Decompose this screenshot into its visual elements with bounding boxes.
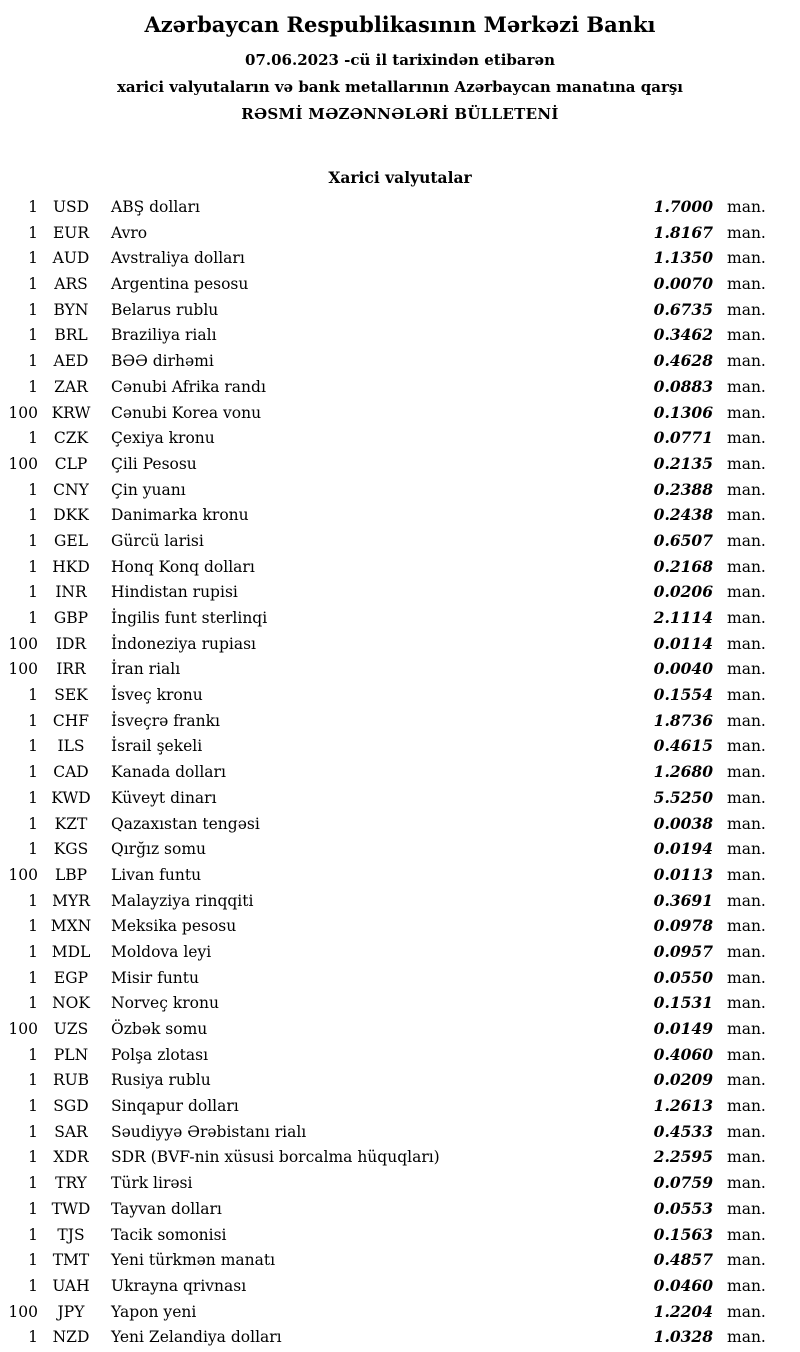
currency-quantity: 1 bbox=[28, 583, 38, 602]
currency-rate: 0.0040 bbox=[653, 659, 713, 679]
currency-quantity: 100 bbox=[8, 865, 38, 884]
currency-unit: man. bbox=[727, 1302, 766, 1321]
currency-quantity: 1 bbox=[28, 352, 38, 371]
currency-row bbox=[0, 631, 800, 657]
effective-date-line: 07.06.2023 -cü il tarixindən etibarən bbox=[245, 51, 555, 69]
currency-unit: man. bbox=[727, 223, 766, 242]
currency-quantity: 100 bbox=[8, 454, 38, 473]
currency-code: TRY bbox=[55, 1174, 87, 1193]
currency-code: CZK bbox=[53, 429, 89, 448]
currency-rate: 0.4533 bbox=[653, 1121, 713, 1141]
currency-name: Norveç kronu bbox=[111, 994, 219, 1013]
currency-code: BYN bbox=[53, 300, 89, 319]
currency-row bbox=[0, 785, 800, 811]
bank-title: Azərbaycan Respublikasının Mərkəzi Bankı bbox=[144, 12, 656, 37]
currency-quantity: 1 bbox=[28, 763, 38, 782]
currency-unit: man. bbox=[727, 1328, 766, 1347]
currency-quantity: 100 bbox=[8, 403, 38, 422]
currency-name: Kanada dolları bbox=[111, 763, 226, 782]
section-title-foreign-currencies: Xarici valyutalar bbox=[328, 168, 472, 187]
currency-rate: 0.3462 bbox=[653, 325, 713, 345]
currency-quantity: 1 bbox=[28, 1045, 38, 1064]
currency-code: TJS bbox=[57, 1225, 85, 1244]
currency-name: Malayziya rinqqiti bbox=[111, 891, 254, 910]
currency-name: Gürcü larisi bbox=[111, 531, 204, 550]
currency-row bbox=[0, 1299, 800, 1325]
currency-row bbox=[0, 1016, 800, 1042]
currency-code: PLN bbox=[53, 1045, 89, 1064]
currency-rate: 0.6735 bbox=[653, 299, 713, 319]
currency-code: TMT bbox=[52, 1251, 90, 1270]
currency-code: AED bbox=[53, 352, 89, 371]
currency-code: UZS bbox=[53, 1020, 89, 1038]
currency-name: ABŞ dolları bbox=[111, 198, 200, 216]
currency-name: Misir funtu bbox=[111, 968, 199, 987]
currency-unit: man. bbox=[727, 1174, 766, 1193]
currency-row bbox=[0, 1119, 800, 1145]
currency-code: BRL bbox=[54, 326, 88, 345]
currency-quantity: 100 bbox=[8, 660, 38, 679]
currency-row bbox=[0, 554, 800, 580]
currency-name: SDR (BVF-nin xüsusi borcalma hüquqları) bbox=[111, 1148, 440, 1167]
currency-row bbox=[0, 605, 800, 631]
currency-rate: 0.2135 bbox=[653, 453, 713, 473]
currency-row bbox=[0, 1144, 800, 1170]
currency-unit: man. bbox=[727, 352, 766, 371]
currency-name: Danimarka kronu bbox=[111, 506, 249, 525]
currency-row bbox=[0, 245, 800, 271]
currency-rate: 2.1114 bbox=[653, 608, 713, 627]
currency-quantity: 1 bbox=[28, 1276, 38, 1295]
currency-name: İran rialı bbox=[111, 660, 181, 679]
currency-row bbox=[0, 682, 800, 708]
currency-quantity: 1 bbox=[28, 480, 38, 499]
currency-unit: man. bbox=[727, 1122, 766, 1141]
currency-row bbox=[0, 888, 800, 914]
currency-unit: man. bbox=[727, 840, 766, 859]
currency-row bbox=[0, 297, 800, 323]
currency-row bbox=[0, 271, 800, 297]
currency-row bbox=[0, 656, 800, 682]
currency-rate: 0.0206 bbox=[653, 582, 713, 602]
currency-row bbox=[0, 322, 800, 348]
currency-name: Moldova leyi bbox=[111, 942, 212, 961]
currency-code: KRW bbox=[51, 403, 91, 422]
currency-quantity: 1 bbox=[28, 1199, 38, 1218]
currency-name: İndoneziya rupiası bbox=[111, 634, 256, 653]
currency-row bbox=[0, 1170, 800, 1196]
currency-unit: man. bbox=[727, 275, 766, 294]
currency-unit: man. bbox=[727, 634, 766, 653]
currency-rate: 0.1531 bbox=[653, 993, 713, 1013]
currency-name: Çili Pesosu bbox=[111, 454, 197, 473]
currency-unit: man. bbox=[727, 711, 766, 730]
currency-rate: 0.0978 bbox=[653, 916, 713, 936]
currency-name: Çexiya kronu bbox=[111, 429, 215, 448]
currency-unit: man. bbox=[727, 1276, 766, 1295]
currency-rate: 0.2168 bbox=[653, 556, 713, 576]
currency-unit: man. bbox=[727, 917, 766, 936]
currency-code: DKK bbox=[53, 506, 89, 525]
currency-code: AUD bbox=[52, 249, 90, 268]
currency-rate: 0.0209 bbox=[653, 1070, 713, 1090]
currency-unit: man. bbox=[727, 865, 766, 884]
currency-row bbox=[0, 708, 800, 734]
currency-code: LBP bbox=[54, 865, 88, 884]
currency-quantity: 100 bbox=[8, 1020, 38, 1038]
currency-code: CNY bbox=[53, 480, 89, 499]
currency-name: Belarus rublu bbox=[111, 300, 219, 319]
currency-rate: 0.4857 bbox=[653, 1250, 713, 1270]
currency-rate: 0.6507 bbox=[653, 530, 713, 550]
currency-row bbox=[0, 1196, 800, 1222]
currency-rate: 2.2595 bbox=[653, 1147, 713, 1167]
currency-rate: 0.3691 bbox=[653, 890, 713, 910]
currency-unit: man. bbox=[727, 429, 766, 448]
currency-unit: man. bbox=[727, 583, 766, 602]
currency-quantity: 100 bbox=[8, 1302, 38, 1321]
currency-quantity: 1 bbox=[28, 1225, 38, 1244]
currency-quantity: 1 bbox=[28, 711, 38, 730]
currency-name: Argentina pesosu bbox=[111, 275, 249, 294]
currency-quantity: 1 bbox=[28, 249, 38, 268]
currency-row bbox=[0, 579, 800, 605]
currency-quantity: 1 bbox=[28, 506, 38, 525]
currency-unit: man. bbox=[727, 1148, 766, 1167]
currency-quantity: 1 bbox=[28, 1071, 38, 1090]
currency-rate: 0.0114 bbox=[653, 633, 713, 653]
currency-unit: man. bbox=[727, 249, 766, 268]
currency-name: Polşa zlotası bbox=[111, 1045, 209, 1064]
currency-row bbox=[0, 502, 800, 528]
currency-quantity: 1 bbox=[28, 377, 38, 396]
currency-name: Livan funtu bbox=[111, 865, 202, 884]
currency-name: Cənubi Korea vonu bbox=[111, 403, 262, 422]
currency-rate: 5.5250 bbox=[653, 787, 713, 807]
currency-rate: 0.0883 bbox=[653, 376, 713, 396]
currency-rate: 1.2204 bbox=[653, 1301, 713, 1321]
currency-name: Küveyt dinarı bbox=[111, 788, 217, 807]
currency-row bbox=[0, 733, 800, 759]
currency-quantity: 1 bbox=[28, 326, 38, 345]
currency-rate: 0.0070 bbox=[653, 274, 713, 294]
currency-name: İsveç kronu bbox=[111, 686, 203, 705]
currency-name: Yapon yeni bbox=[111, 1302, 197, 1321]
currency-rate: 0.4615 bbox=[653, 736, 713, 756]
currency-row bbox=[0, 374, 800, 400]
currency-unit: man. bbox=[727, 660, 766, 679]
currency-row bbox=[0, 1247, 800, 1273]
currency-rate: 1.8167 bbox=[653, 222, 713, 242]
currency-unit: man. bbox=[727, 1045, 766, 1064]
currency-quantity: 1 bbox=[28, 1148, 38, 1167]
currency-quantity: 1 bbox=[28, 1174, 38, 1193]
currency-code: CAD bbox=[53, 763, 89, 782]
currency-unit: man. bbox=[727, 814, 766, 833]
bulletin-subtitle: xarici valyutaların və bank metallarının Azərbaycan manatına qarşı bbox=[116, 78, 684, 96]
currency-unit: man. bbox=[727, 326, 766, 345]
currency-name: Qazaxıstan tengəsi bbox=[111, 814, 260, 833]
currency-code: INR bbox=[55, 583, 87, 602]
currency-quantity: 1 bbox=[28, 788, 38, 807]
currency-row bbox=[0, 990, 800, 1016]
currency-rate: 0.0759 bbox=[653, 1173, 713, 1193]
currency-name: Özbək somu bbox=[111, 1020, 208, 1038]
currency-code: TWD bbox=[51, 1199, 91, 1218]
currency-unit: man. bbox=[727, 377, 766, 396]
currency-quantity: 1 bbox=[28, 531, 38, 550]
currency-rate: 1.8736 bbox=[653, 710, 713, 730]
currency-unit: man. bbox=[727, 403, 766, 422]
currency-rate: 0.0149 bbox=[653, 1019, 713, 1038]
currency-unit: man. bbox=[727, 300, 766, 319]
currency-rate: 0.0550 bbox=[653, 967, 713, 987]
currency-quantity: 1 bbox=[28, 223, 38, 242]
currency-unit: man. bbox=[727, 480, 766, 499]
currency-rate: 1.2680 bbox=[653, 762, 713, 782]
currency-name: Rusiya rublu bbox=[111, 1071, 211, 1090]
currency-row bbox=[0, 862, 800, 888]
currency-code: ARS bbox=[54, 275, 88, 294]
currency-name: Honq Konq dolları bbox=[111, 557, 255, 576]
currency-unit: man. bbox=[727, 1097, 766, 1116]
currency-unit: man. bbox=[727, 891, 766, 910]
currency-code: SAR bbox=[54, 1122, 88, 1141]
currency-quantity: 1 bbox=[28, 1122, 38, 1141]
currency-quantity: 1 bbox=[28, 968, 38, 987]
currency-code: SGD bbox=[53, 1097, 89, 1116]
currency-rate: 0.0553 bbox=[653, 1198, 713, 1218]
currency-rate: 0.1554 bbox=[653, 685, 713, 705]
currency-quantity: 1 bbox=[28, 198, 38, 216]
currency-quantity: 1 bbox=[28, 840, 38, 859]
currency-row bbox=[0, 451, 800, 477]
currency-row bbox=[0, 348, 800, 374]
currency-row bbox=[0, 1273, 800, 1299]
currency-unit: man. bbox=[727, 737, 766, 756]
currency-code: EGP bbox=[53, 968, 89, 987]
currency-unit: man. bbox=[727, 686, 766, 705]
currency-name: Braziliya rialı bbox=[111, 326, 217, 345]
currency-quantity: 1 bbox=[28, 686, 38, 705]
currency-code: USD bbox=[52, 198, 90, 216]
currency-row bbox=[0, 425, 800, 451]
currency-rate: 1.0328 bbox=[653, 1327, 713, 1347]
currency-row bbox=[0, 811, 800, 837]
currency-name: Çin yuanı bbox=[111, 480, 186, 499]
currency-rate: 1.1350 bbox=[653, 248, 713, 268]
bulletin-title: RƏSMİ MƏZƏNNƏLƏRİ BÜLLETENİ bbox=[241, 105, 559, 123]
currency-code: NOK bbox=[52, 994, 90, 1013]
currency-rate: 1.2613 bbox=[653, 1096, 713, 1116]
currency-code: HKD bbox=[52, 557, 90, 576]
currency-rate: 0.0771 bbox=[653, 428, 713, 448]
currency-name: Sinqapur dolları bbox=[111, 1097, 239, 1116]
currency-rate: 1.7000 bbox=[653, 197, 713, 216]
currency-rate: 0.2388 bbox=[653, 479, 713, 499]
currency-name: Qırğız somu bbox=[111, 840, 207, 859]
currency-quantity: 1 bbox=[28, 1251, 38, 1270]
currency-quantity: 1 bbox=[28, 942, 38, 961]
currency-unit: man. bbox=[727, 454, 766, 473]
currency-row bbox=[0, 939, 800, 965]
currency-unit: man. bbox=[727, 531, 766, 550]
currency-row bbox=[0, 913, 800, 939]
currency-row bbox=[0, 400, 800, 426]
currency-quantity: 100 bbox=[8, 634, 38, 653]
currency-rate: 0.0113 bbox=[653, 864, 713, 884]
currency-unit: man. bbox=[727, 1225, 766, 1244]
currency-code: CHF bbox=[52, 711, 90, 730]
currency-unit: man. bbox=[727, 788, 766, 807]
currency-code: ZAR bbox=[54, 377, 88, 396]
currency-unit: man. bbox=[727, 968, 766, 987]
currency-rate: 0.1306 bbox=[653, 402, 713, 422]
currency-name: Tayvan dolları bbox=[111, 1199, 222, 1218]
currency-unit: man. bbox=[727, 557, 766, 576]
currency-quantity: 1 bbox=[28, 994, 38, 1013]
currency-row bbox=[0, 1042, 800, 1068]
bulletin-header bbox=[0, 12, 800, 124]
currency-unit: man. bbox=[727, 763, 766, 782]
currency-code: MYR bbox=[52, 891, 90, 910]
currency-row bbox=[0, 1222, 800, 1248]
currency-quantity: 1 bbox=[28, 1328, 38, 1347]
currency-rate: 0.4628 bbox=[653, 351, 713, 371]
currency-unit: man. bbox=[727, 1071, 766, 1090]
currency-row bbox=[0, 836, 800, 862]
currency-name: Yeni Zelandiya dolları bbox=[111, 1328, 282, 1347]
currency-unit: man. bbox=[727, 942, 766, 961]
currency-code: XDR bbox=[53, 1148, 89, 1167]
currency-name: Yeni türkmən manatı bbox=[111, 1251, 276, 1270]
currency-name: BƏƏ dirhəmi bbox=[111, 352, 214, 371]
currency-code: EUR bbox=[52, 223, 90, 242]
currency-unit: man. bbox=[727, 1251, 766, 1270]
currency-unit: man. bbox=[727, 609, 766, 627]
currency-code: IDR bbox=[55, 634, 87, 653]
currency-row bbox=[0, 1093, 800, 1119]
currency-code: UAH bbox=[52, 1276, 90, 1295]
currency-code: GEL bbox=[54, 531, 88, 550]
currency-quantity: 1 bbox=[28, 737, 38, 756]
currency-code: GBP bbox=[53, 609, 89, 627]
currency-name: Meksika pesosu bbox=[111, 917, 237, 936]
currency-quantity: 1 bbox=[28, 814, 38, 833]
currency-rate: 0.0460 bbox=[653, 1275, 713, 1295]
currency-rate: 0.0194 bbox=[653, 839, 713, 859]
currency-code: ILS bbox=[57, 737, 85, 756]
currency-quantity: 1 bbox=[28, 1097, 38, 1116]
currency-code: JPY bbox=[57, 1302, 85, 1321]
currency-row bbox=[0, 965, 800, 991]
currency-code: NZD bbox=[52, 1328, 90, 1347]
currency-row bbox=[0, 759, 800, 785]
currency-quantity: 1 bbox=[28, 429, 38, 448]
currency-code: CLP bbox=[54, 454, 88, 473]
currency-row bbox=[0, 220, 800, 246]
currency-code: MXN bbox=[50, 917, 92, 936]
currency-code: KZT bbox=[54, 814, 88, 833]
currency-rate: 0.4060 bbox=[653, 1044, 713, 1064]
currency-name: Hindistan rupisi bbox=[111, 583, 238, 602]
currency-quantity: 1 bbox=[28, 891, 38, 910]
currency-code: RUB bbox=[52, 1071, 90, 1090]
currency-name: İsrail şekeli bbox=[111, 737, 203, 756]
currency-row bbox=[0, 477, 800, 503]
currency-unit: man. bbox=[727, 198, 766, 216]
currency-code: IRR bbox=[56, 660, 86, 679]
currency-row bbox=[0, 528, 800, 554]
currency-rate: 0.2438 bbox=[653, 505, 713, 525]
currency-name: İsveçrə frankı bbox=[111, 711, 220, 730]
currency-row bbox=[0, 1067, 800, 1093]
currency-code: SEK bbox=[54, 686, 88, 705]
currency-table bbox=[0, 194, 800, 1350]
currency-name: Cənubi Afrika randı bbox=[111, 377, 266, 396]
currency-code: KGS bbox=[53, 840, 89, 859]
currency-rate: 0.0038 bbox=[653, 813, 713, 833]
currency-unit: man. bbox=[727, 1020, 766, 1038]
currency-row bbox=[0, 1324, 800, 1350]
currency-quantity: 1 bbox=[28, 609, 38, 627]
currency-unit: man. bbox=[727, 506, 766, 525]
currency-row bbox=[0, 194, 800, 220]
currency-code: MDL bbox=[51, 942, 91, 961]
currency-quantity: 1 bbox=[28, 275, 38, 294]
currency-name: Avstraliya dolları bbox=[111, 249, 245, 268]
currency-name: Avro bbox=[111, 223, 148, 242]
currency-quantity: 1 bbox=[28, 300, 38, 319]
currency-rate: 0.1563 bbox=[653, 1224, 713, 1244]
currency-name: Ukrayna qrivnası bbox=[111, 1276, 247, 1295]
currency-rate: 0.0957 bbox=[653, 941, 713, 961]
currency-name: Tacik somonisi bbox=[111, 1225, 227, 1244]
currency-code: KWD bbox=[51, 788, 91, 807]
currency-quantity: 1 bbox=[28, 917, 38, 936]
currency-name: Səudiyyə Ərəbistanı rialı bbox=[111, 1122, 307, 1141]
currency-name: Türk lirəsi bbox=[111, 1174, 193, 1193]
currency-unit: man. bbox=[727, 1199, 766, 1218]
currency-name: İngilis funt sterlinqi bbox=[111, 609, 268, 627]
currency-quantity: 1 bbox=[28, 557, 38, 576]
currency-unit: man. bbox=[727, 994, 766, 1013]
